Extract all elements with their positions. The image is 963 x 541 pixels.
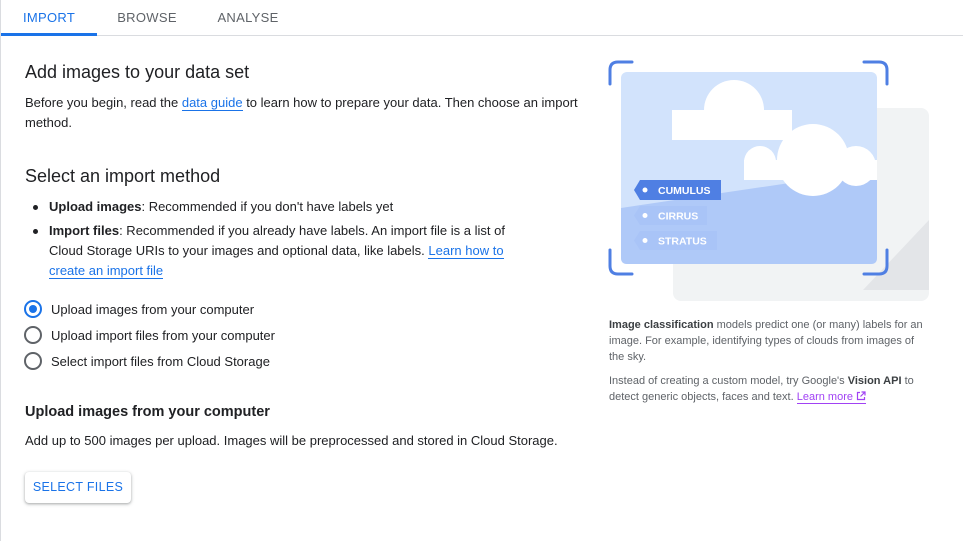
tab-analyse[interactable]: ANALYSE	[217, 10, 279, 25]
list-item	[25, 221, 545, 281]
radio-upload-import-files[interactable]	[24, 325, 275, 345]
side-text: Instead of creating a custom model, try Google's	[609, 375, 848, 387]
import-file-help-link[interactable]: Learn how to create an import file	[49, 243, 504, 278]
left-border	[0, 0, 1, 541]
import-method-list	[25, 197, 545, 285]
radio-label: Upload import files from your computer	[51, 327, 275, 343]
radio-button[interactable]	[24, 300, 42, 318]
tab-browse[interactable]: BROWSE	[117, 10, 177, 25]
learn-more-label: Learn more	[796, 391, 853, 403]
method-heading: Select an import method	[25, 166, 221, 186]
tab-import[interactable]: IMPORT	[22, 10, 76, 25]
bullet-bold: Import files	[49, 223, 120, 238]
upload-section-heading: Upload images from your computer	[25, 404, 270, 420]
label-cumulus	[634, 180, 721, 200]
page-title: Add images to your data set	[25, 62, 250, 82]
radio-button[interactable]	[24, 352, 42, 370]
bullet-text: : Recommended if you don't have labels yet	[141, 199, 394, 214]
intro-text	[25, 93, 585, 133]
external-link-icon	[856, 391, 866, 401]
active-tab-indicator	[1, 33, 97, 36]
label-stratus	[634, 231, 717, 250]
side-bold: Image classification	[609, 319, 714, 331]
bullet-bold: Upload images	[49, 199, 142, 214]
svg-text:CUMULUS: CUMULUS	[658, 185, 711, 197]
learn-more-link[interactable]	[797, 391, 866, 404]
cloud-classification-illustration	[608, 60, 930, 302]
radio-button[interactable]	[24, 326, 42, 344]
svg-text:STRATUS: STRATUS	[658, 235, 707, 248]
intro-after: to learn how to prepare your data. Then choose an import	[242, 95, 578, 110]
side-description-2	[609, 373, 929, 405]
radio-upload-images[interactable]	[24, 299, 254, 319]
intro-before: Before you begin, read the	[25, 95, 182, 110]
radio-label: Upload images from your computer	[51, 301, 255, 317]
select-files-button[interactable]: SELECT FILES	[25, 472, 131, 503]
vision-api-text: Vision API	[847, 375, 902, 387]
upload-description: Add up to 500 images per upload. Images will be preprocessed and stored in Cloud Storage.	[25, 433, 558, 448]
list-item	[25, 197, 545, 217]
data-guide-link[interactable]: data guide	[181, 95, 243, 110]
bullet-text: : Recommended if you already have labels. An import file is a list of Cloud Storage URIs to your images and optional data, like labels.	[49, 223, 505, 258]
tab-bar	[0, 0, 963, 36]
radio-cloud-storage[interactable]	[24, 351, 270, 371]
intro-line2: method.	[25, 115, 72, 130]
label-cirrus	[634, 206, 707, 225]
side-text: to detect generic objects, faces and text.	[609, 375, 914, 403]
radio-label: Select import files from Cloud Storage	[51, 353, 270, 369]
side-description-1	[609, 317, 929, 365]
svg-text:CIRRUS: CIRRUS	[658, 210, 699, 223]
side-text: models predict one (or many) labels for an image. For example, identifying types of clouds from images of the sky.	[609, 319, 923, 363]
